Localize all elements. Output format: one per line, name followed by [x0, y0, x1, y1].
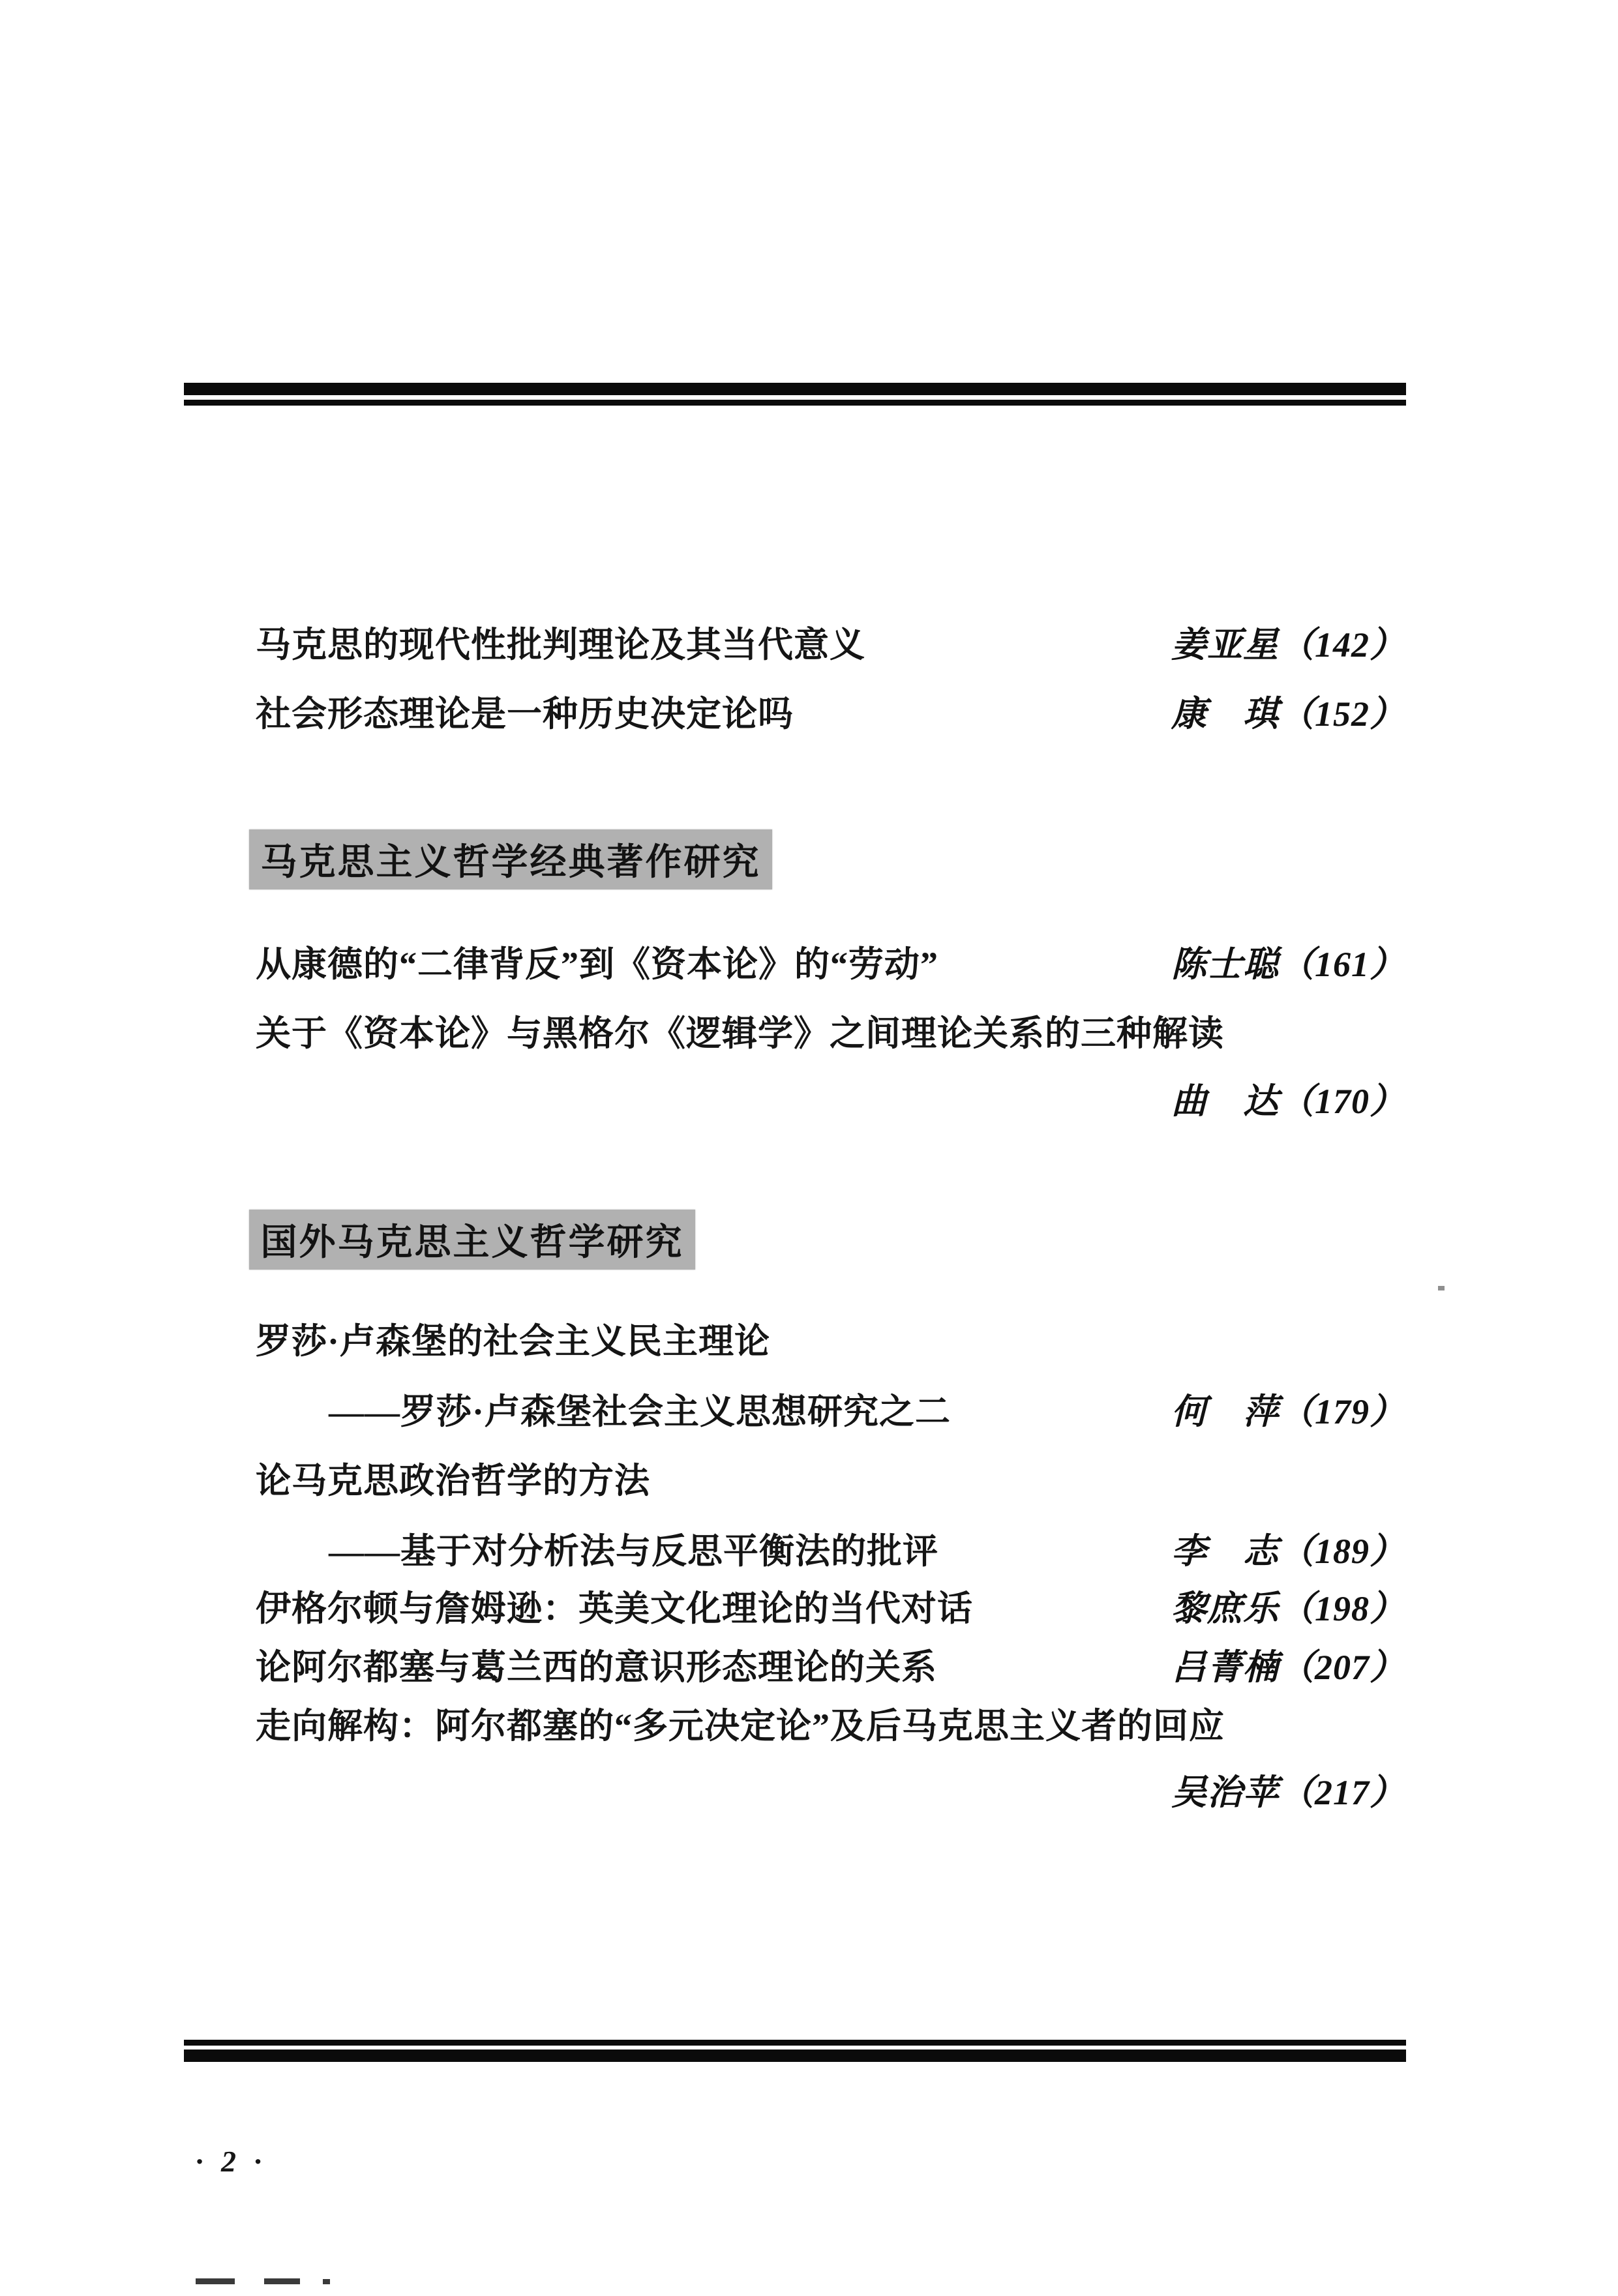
- toc-entry-author: 康 琪（152）: [1171, 694, 1405, 734]
- toc-entry: [256, 1583, 1405, 1634]
- bottom-rule-thin: [184, 2040, 1406, 2046]
- toc-entry-title: 罗莎·卢森堡的社会主义民主理论: [256, 1322, 771, 1361]
- toc-entry: [256, 1701, 1405, 1752]
- toc-entry-title: 论马克思政治哲学的方法: [256, 1461, 650, 1500]
- toc-entry-title: 论阿尔都塞与葛兰西的意识形态理论的关系: [256, 1648, 937, 1687]
- toc-entry-author: 姜亚星（142）: [1171, 625, 1405, 664]
- toc-entry-author-line: [256, 1076, 1405, 1127]
- toc-entry-title: 社会形态理论是一种历史决定论吗: [256, 694, 794, 734]
- toc-entry-title: 马克思的现代性批判理论及其当代意义: [256, 625, 865, 664]
- top-rule-thick: [184, 383, 1406, 395]
- toc-entry-author: 曲 达（170）: [1171, 1082, 1405, 1121]
- section-header: 国外马克思主义哲学研究: [249, 1210, 695, 1270]
- bottom-rule-thick: [184, 2050, 1406, 2062]
- page-number: · 2 ·: [196, 2145, 267, 2178]
- toc-entry-subtitle-line: [256, 1526, 1405, 1577]
- scan-artifact: [264, 2278, 300, 2284]
- toc-entry: [256, 1008, 1405, 1059]
- toc-entry-author: 李 志（189）: [1171, 1532, 1405, 1571]
- toc-entry-title: 伊格尔顿与詹姆逊：英美文化理论的当代对话: [256, 1589, 973, 1628]
- toc-entry: [256, 1455, 1405, 1506]
- toc-entry: [256, 619, 1405, 670]
- toc-entry-subtitle-line: [256, 1386, 1405, 1437]
- toc-entry-author: 吴治苹（217）: [1171, 1773, 1405, 1812]
- section-header: 马克思主义哲学经典著作研究: [249, 829, 772, 889]
- toc-entry-subtitle: ——罗莎·卢森堡社会主义思想研究之二: [329, 1392, 951, 1431]
- scan-artifact: [196, 2278, 235, 2284]
- toc-entry-author: 黎庶乐（198）: [1171, 1589, 1405, 1628]
- toc-entry-author: 吕菁楠（207）: [1171, 1648, 1405, 1687]
- scan-artifact: [1438, 1286, 1445, 1290]
- toc-entry: [256, 1316, 1405, 1367]
- toc-entry-author-line: [256, 1767, 1405, 1818]
- toc-entry-author: 陈士聪（161）: [1171, 945, 1405, 984]
- top-rule-thin: [184, 400, 1406, 406]
- toc-entry-author: 何 萍（179）: [1171, 1392, 1405, 1431]
- toc-entry: [256, 1642, 1405, 1693]
- toc-entry: [256, 689, 1405, 739]
- toc-entry: [256, 939, 1405, 990]
- toc-entry-title: 走向解构：阿尔都塞的“多元决定论”及后马克思主义者的回应: [256, 1707, 1225, 1746]
- toc-entry-title: 从康德的“二律背反”到《资本论》的“劳动”: [256, 945, 938, 984]
- toc-entry-subtitle: ——基于对分析法与反思平衡法的批评: [329, 1532, 938, 1571]
- scan-artifact: [323, 2279, 330, 2284]
- toc-entry-title: 关于《资本论》与黑格尔《逻辑学》之间理论关系的三种解读: [256, 1014, 1224, 1053]
